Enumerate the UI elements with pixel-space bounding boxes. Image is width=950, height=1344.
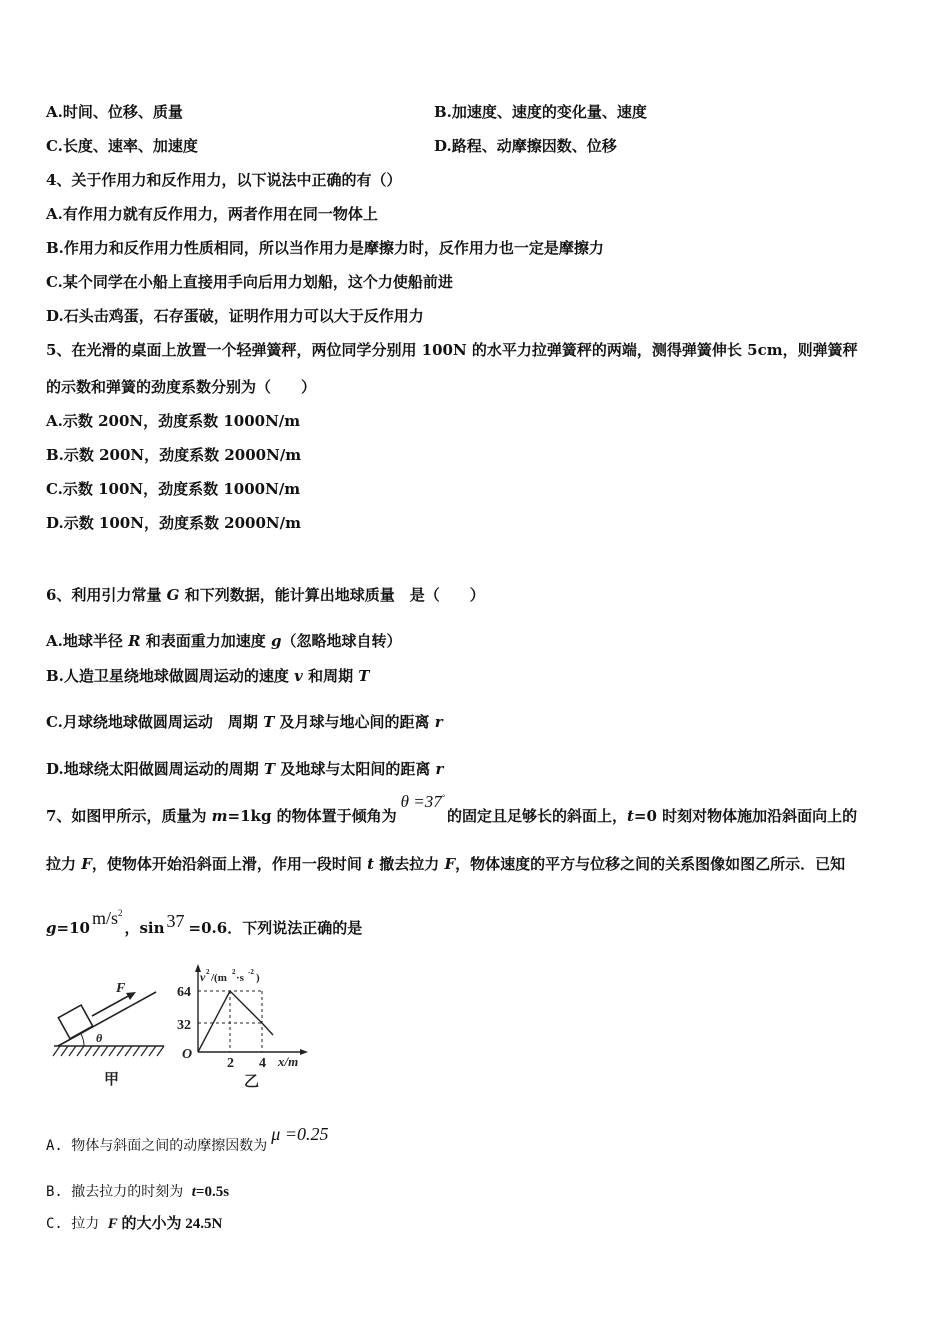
y-axis-label-sup: 2 bbox=[206, 968, 210, 976]
force-label: F bbox=[116, 981, 126, 996]
origin-label: O bbox=[182, 1047, 193, 1062]
q6-stem-text-a: 6、利用引力常量 bbox=[46, 586, 167, 604]
q7-text: =0.6．下列说法正确的是 bbox=[188, 919, 363, 937]
q7-stem-line3 bbox=[46, 908, 363, 940]
q7-text: 撤去拉力 bbox=[374, 855, 445, 873]
q6-var-v: v bbox=[294, 667, 303, 685]
q5-option-d: D.示数 100N，劲度系数 2000N/m bbox=[46, 514, 301, 532]
q6-option-c-text2: 及月球与地心间的距离 bbox=[274, 713, 435, 731]
q7-var-t: t bbox=[626, 807, 634, 825]
y-axis-label-unit2: ·s bbox=[236, 972, 244, 984]
q7-text: 拉力 bbox=[46, 855, 82, 873]
q7-angle-value: 37 bbox=[166, 911, 185, 931]
incline-figure bbox=[46, 972, 176, 1092]
q7-unit bbox=[92, 908, 123, 928]
q7-var-m: m bbox=[211, 807, 228, 825]
q6-option-a-text: A.地球半径 bbox=[46, 632, 129, 650]
figure-caption-jia: 甲 bbox=[104, 1072, 120, 1088]
q7-option-b-value: =0.5s bbox=[195, 1184, 230, 1200]
x-axis-arrow bbox=[300, 1049, 308, 1055]
q4-option-c: C.某个同学在小船上直接用手向后用力划船，这个力使船前进 bbox=[46, 273, 453, 291]
q7-var-F: F bbox=[107, 1216, 118, 1232]
q7-unit-sup: 2 bbox=[117, 908, 123, 918]
q6-stem bbox=[46, 585, 485, 605]
q7-text: =1kg 的物体置于倾角为 bbox=[227, 807, 397, 825]
q6-var-r: r bbox=[434, 713, 443, 731]
q5-stem-line1: 5、在光滑的桌面上放置一个轻弹簧秤，两位同学分别用 100N 的水平力拉弹簧秤的两端，测得弹簧伸长 5cm，则弹簧秤 bbox=[46, 341, 858, 359]
q6-var-T: T bbox=[263, 760, 276, 778]
q6-option-a-text2: 和表面重力加速度 bbox=[140, 632, 272, 650]
q7-text: =10 bbox=[56, 919, 90, 937]
q5-option-b: B.示数 200N，劲度系数 2000N/m bbox=[46, 446, 302, 464]
y-tick-64: 64 bbox=[177, 985, 191, 1000]
q7-var-F: F bbox=[81, 855, 92, 873]
q6-option-c-text: C.月球绕地球做圆周运动 周期 bbox=[46, 713, 264, 731]
q6-option-b-text2: 和周期 bbox=[302, 667, 359, 685]
velocity-squared-graph bbox=[176, 960, 316, 1095]
graph-guide-lines bbox=[198, 991, 262, 1052]
q5-stem-line2: 的示数和弹簧的劲度系数分别为（ ） bbox=[46, 378, 317, 396]
q6-option-a bbox=[46, 631, 402, 651]
q3-option-c: C.长度、速率、加速度 bbox=[46, 137, 198, 155]
q6-var-T: T bbox=[358, 667, 370, 685]
q6-var-T: T bbox=[263, 713, 275, 731]
q6-var-G: G bbox=[166, 586, 180, 604]
q7-var-g: g bbox=[46, 919, 57, 937]
q5-option-c: C.示数 100N，劲度系数 1000N/m bbox=[46, 480, 301, 498]
q4-option-b: B.作用力和反作用力性质相同，所以当作用力是摩擦力时，反作用力也一定是摩擦力 bbox=[46, 239, 604, 257]
q6-option-d-text: D.地球绕太阳做圆周运动的周期 bbox=[46, 760, 264, 778]
q7-text: ，使物体开始沿斜面上滑，作用一段时间 bbox=[91, 855, 368, 873]
q7-stem-line2 bbox=[46, 854, 845, 874]
incline-ground-hatch bbox=[53, 1046, 164, 1056]
force-arrow bbox=[92, 994, 132, 1016]
y-tick-32: 32 bbox=[177, 1018, 191, 1033]
x-tick-4: 4 bbox=[259, 1056, 266, 1071]
q7-option-b-text: B. 撤去拉力的时刻为 bbox=[46, 1184, 192, 1200]
q4-option-d: D.石头击鸡蛋，石存蛋破，证明作用力可以大于反作用力 bbox=[46, 307, 424, 325]
q3-option-b: B.加速度、速度的变化量、速度 bbox=[434, 103, 647, 121]
q7-option-c-value: 的大小为 24.5N bbox=[117, 1216, 223, 1232]
q6-option-d bbox=[46, 759, 443, 779]
q6-option-b-text: B.人造卫星绕地球做圆周运动的速度 bbox=[46, 667, 295, 685]
q3-option-d: D.路程、动摩擦因数、位移 bbox=[434, 137, 617, 155]
q5-option-a: A.示数 200N，劲度系数 1000N/m bbox=[46, 412, 301, 430]
y-axis-label-v: v bbox=[200, 970, 206, 984]
y-axis-label-end: ) bbox=[256, 972, 260, 984]
q6-option-c bbox=[46, 712, 443, 732]
q7-option-c bbox=[46, 1214, 222, 1234]
q6-option-d-text2: 及地球与太阳间的距离 bbox=[275, 760, 436, 778]
q7-option-b bbox=[46, 1182, 229, 1202]
y-axis-label-sup: 2 bbox=[232, 968, 236, 976]
q3-option-a: A.时间、位移、质量 bbox=[46, 103, 183, 121]
x-axis-label: x/m bbox=[278, 1054, 299, 1069]
y-axis-label-sup2: -2 bbox=[248, 968, 254, 976]
q7-theta-formula bbox=[401, 792, 445, 811]
incline-block bbox=[58, 1005, 92, 1039]
q7-text: =0 时刻对物体施加沿斜面向上的 bbox=[633, 807, 858, 825]
q6-option-a-text3: （忽略地球自转） bbox=[281, 632, 402, 650]
q4-option-a: A.有作用力就有反作用力，两者作用在同一物体上 bbox=[46, 205, 378, 223]
q7-stem-line1 bbox=[46, 792, 858, 829]
q7-text: 的固定且足够长的斜面上， bbox=[446, 807, 627, 825]
q7-text: ，物体速度的平方与位移之间的关系图像如图乙所示．已知 bbox=[455, 855, 846, 873]
q7-text: 7、如图甲所示，质量为 bbox=[46, 807, 212, 825]
q6-option-b bbox=[46, 666, 369, 686]
q7-unit-text: m/s bbox=[91, 908, 118, 928]
q7-var-F: F bbox=[444, 855, 456, 873]
q7-option-c-text: C. 拉力 bbox=[46, 1216, 108, 1232]
angle-arc bbox=[81, 1034, 84, 1046]
q6-stem-text-b: 和下列数据，能计算出地球质量 是（ ） bbox=[179, 586, 485, 604]
q7-var-t: t bbox=[367, 855, 375, 873]
q7-option-a-mu: μ =0.25 bbox=[271, 1124, 329, 1144]
q6-var-g: g bbox=[271, 632, 282, 650]
x-tick-2: 2 bbox=[227, 1056, 234, 1071]
q7-option-a-text: A. 物体与斜面之间的动摩擦因数为 bbox=[46, 1138, 268, 1154]
q7-theta-value: θ =37 bbox=[400, 792, 442, 811]
q6-var-r: r bbox=[435, 760, 444, 778]
q6-var-R: R bbox=[128, 632, 141, 650]
angle-label: θ bbox=[96, 1031, 103, 1045]
y-axis-label-unit: /(m bbox=[211, 972, 227, 984]
q7-text: ，sin bbox=[124, 919, 165, 937]
q7-degree: ° bbox=[441, 793, 445, 802]
q7-var-t: t bbox=[191, 1184, 196, 1200]
q4-stem: 4、关于作用力和反作用力，以下说法中正确的有（） bbox=[46, 171, 402, 189]
figure-caption-yi: 乙 bbox=[244, 1074, 260, 1090]
q7-option-a bbox=[46, 1124, 329, 1156]
